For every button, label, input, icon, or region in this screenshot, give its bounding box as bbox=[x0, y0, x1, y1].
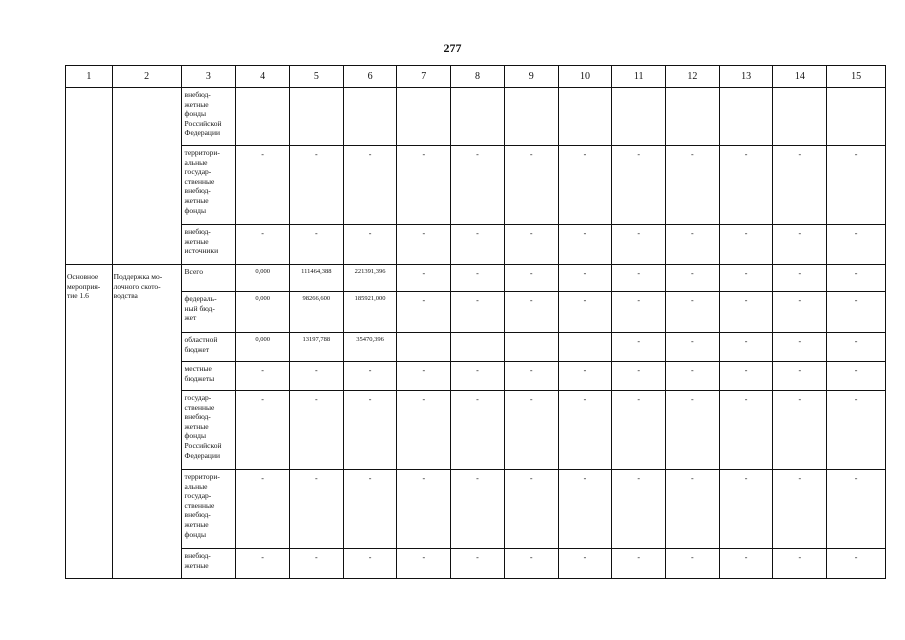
table-cell: - bbox=[343, 470, 397, 549]
table-cell: - bbox=[719, 391, 773, 470]
column-header: 6 bbox=[343, 66, 397, 88]
budget-table bbox=[65, 65, 886, 579]
funding-source: внебюд- жетные источники bbox=[181, 225, 236, 265]
table-cell: 13197,788 bbox=[289, 333, 343, 362]
table-cell: - bbox=[827, 225, 886, 265]
table-cell: - bbox=[827, 362, 886, 391]
column-header: 13 bbox=[719, 66, 773, 88]
page-number: 277 bbox=[443, 41, 462, 55]
table-cell: - bbox=[451, 146, 505, 225]
table-row bbox=[66, 225, 886, 265]
table-body bbox=[66, 66, 886, 579]
table-cell: - bbox=[397, 470, 451, 549]
table-cell: - bbox=[558, 362, 612, 391]
activity-name: Поддержка мо- лочного ското- водства bbox=[112, 265, 181, 579]
table-cell: - bbox=[397, 549, 451, 579]
table-cell: - bbox=[773, 265, 827, 292]
table-cell: - bbox=[558, 265, 612, 292]
table-cell: - bbox=[612, 362, 666, 391]
table-cell bbox=[451, 333, 505, 362]
column-header: 4 bbox=[236, 66, 290, 88]
table-cell: - bbox=[666, 470, 720, 549]
activity-code-cell bbox=[66, 88, 113, 265]
table-cell: - bbox=[719, 146, 773, 225]
table-cell: - bbox=[666, 362, 720, 391]
column-header: 1 bbox=[66, 66, 113, 88]
table-cell bbox=[558, 88, 612, 146]
table-cell: - bbox=[451, 225, 505, 265]
table-cell: - bbox=[504, 391, 558, 470]
table-cell: - bbox=[719, 470, 773, 549]
column-header: 5 bbox=[289, 66, 343, 88]
table-cell: - bbox=[451, 549, 505, 579]
table-cell: - bbox=[773, 470, 827, 549]
table-cell: - bbox=[827, 265, 886, 292]
table-cell bbox=[719, 88, 773, 146]
table-cell bbox=[451, 88, 505, 146]
column-header: 7 bbox=[397, 66, 451, 88]
table-cell: 35470,396 bbox=[343, 333, 397, 362]
table-cell: - bbox=[397, 146, 451, 225]
table-cell: - bbox=[289, 225, 343, 265]
table-row bbox=[66, 470, 886, 549]
table-cell: - bbox=[827, 292, 886, 333]
table-cell bbox=[397, 88, 451, 146]
table-cell: - bbox=[612, 549, 666, 579]
table-cell: - bbox=[719, 362, 773, 391]
table-cell: - bbox=[236, 549, 290, 579]
table-cell bbox=[666, 88, 720, 146]
table-cell: - bbox=[666, 549, 720, 579]
table-cell: - bbox=[612, 146, 666, 225]
table-cell: - bbox=[236, 362, 290, 391]
table-cell bbox=[289, 88, 343, 146]
header-row bbox=[66, 66, 886, 88]
column-header: 9 bbox=[504, 66, 558, 88]
table-row bbox=[66, 391, 886, 470]
table-cell: - bbox=[827, 146, 886, 225]
table-cell: - bbox=[343, 391, 397, 470]
table-cell: - bbox=[504, 549, 558, 579]
table-cell: - bbox=[451, 292, 505, 333]
table-cell: - bbox=[666, 146, 720, 225]
table-cell: - bbox=[773, 292, 827, 333]
table-cell: - bbox=[558, 470, 612, 549]
funding-source: местные бюджеты bbox=[181, 362, 236, 391]
table-cell: 111464,388 bbox=[289, 265, 343, 292]
table-cell bbox=[504, 333, 558, 362]
table-cell: - bbox=[827, 549, 886, 579]
table-cell: - bbox=[451, 362, 505, 391]
table-cell: - bbox=[666, 265, 720, 292]
table-cell: - bbox=[773, 391, 827, 470]
table-cell: - bbox=[451, 265, 505, 292]
table-cell: 0,000 bbox=[236, 292, 290, 333]
table-cell: - bbox=[504, 225, 558, 265]
table-cell: - bbox=[343, 146, 397, 225]
table-row bbox=[66, 333, 886, 362]
table-cell: - bbox=[666, 391, 720, 470]
table-row bbox=[66, 265, 886, 292]
funding-source: федераль- ный бюд- жет bbox=[181, 292, 236, 333]
table-cell: - bbox=[504, 292, 558, 333]
table-cell bbox=[236, 88, 290, 146]
table-cell: - bbox=[612, 265, 666, 292]
funding-source: государ- ственные внебюд- жетные фонды Российской Федерации bbox=[181, 391, 236, 470]
table-cell: - bbox=[397, 362, 451, 391]
table-cell: - bbox=[236, 225, 290, 265]
table-cell: - bbox=[558, 146, 612, 225]
table-cell: - bbox=[612, 225, 666, 265]
table-cell: 0,000 bbox=[236, 265, 290, 292]
table-cell: - bbox=[343, 225, 397, 265]
table-cell: - bbox=[612, 470, 666, 549]
column-header: 14 bbox=[773, 66, 827, 88]
table-cell: - bbox=[773, 549, 827, 579]
table-cell: - bbox=[666, 333, 720, 362]
table-cell: - bbox=[397, 391, 451, 470]
table-cell: - bbox=[504, 265, 558, 292]
funding-source: территори- альные государ- ственные внебюд- жетные фонды bbox=[181, 470, 236, 549]
column-header: 2 bbox=[112, 66, 181, 88]
funding-source: Всего bbox=[181, 265, 236, 292]
table-cell: - bbox=[236, 146, 290, 225]
table-cell bbox=[612, 88, 666, 146]
table-cell: - bbox=[289, 549, 343, 579]
table-cell: - bbox=[236, 470, 290, 549]
table-cell: - bbox=[612, 292, 666, 333]
table-cell: - bbox=[504, 470, 558, 549]
table-row bbox=[66, 146, 886, 225]
column-header: 10 bbox=[558, 66, 612, 88]
table-cell: - bbox=[343, 362, 397, 391]
column-header: 3 bbox=[181, 66, 236, 88]
funding-source: внебюд- жетные bbox=[181, 549, 236, 579]
table-cell: - bbox=[504, 146, 558, 225]
table-cell: - bbox=[719, 549, 773, 579]
funding-source: внебюд- жетные фонды Российской Федерации bbox=[181, 88, 236, 146]
activity-code: Основное мероприя- тие 1.6 bbox=[66, 265, 113, 579]
table-cell: - bbox=[397, 292, 451, 333]
activity-name-cell bbox=[112, 88, 181, 265]
column-header: 15 bbox=[827, 66, 886, 88]
table-cell: 0,000 bbox=[236, 333, 290, 362]
table-cell bbox=[773, 88, 827, 146]
table-cell: - bbox=[773, 333, 827, 362]
column-header: 8 bbox=[451, 66, 505, 88]
table-cell: - bbox=[773, 225, 827, 265]
table-cell: - bbox=[773, 146, 827, 225]
table-cell: 221391,396 bbox=[343, 265, 397, 292]
table-cell: - bbox=[719, 333, 773, 362]
table-cell: - bbox=[558, 225, 612, 265]
table-row bbox=[66, 88, 886, 146]
table-cell: - bbox=[289, 470, 343, 549]
table-row bbox=[66, 549, 886, 579]
table-cell: - bbox=[773, 362, 827, 391]
table-cell: - bbox=[827, 470, 886, 549]
table-cell bbox=[343, 88, 397, 146]
table-cell bbox=[558, 333, 612, 362]
column-header: 12 bbox=[666, 66, 720, 88]
table-cell: - bbox=[289, 146, 343, 225]
table-cell: - bbox=[289, 391, 343, 470]
table-cell bbox=[504, 88, 558, 146]
table-cell bbox=[827, 88, 886, 146]
column-header: 11 bbox=[612, 66, 666, 88]
table-row bbox=[66, 292, 886, 333]
table-cell: - bbox=[397, 225, 451, 265]
table-cell: - bbox=[343, 549, 397, 579]
table-cell bbox=[397, 333, 451, 362]
funding-source: территори- альные государ- ственные внебюд- жетные фонды bbox=[181, 146, 236, 225]
table-cell: 185921,000 bbox=[343, 292, 397, 333]
table-row bbox=[66, 362, 886, 391]
table-cell: - bbox=[558, 549, 612, 579]
table-cell: - bbox=[558, 391, 612, 470]
table-cell: - bbox=[289, 362, 343, 391]
table-cell: - bbox=[504, 362, 558, 391]
table-cell: 98266,600 bbox=[289, 292, 343, 333]
table-cell: - bbox=[719, 225, 773, 265]
table-cell: - bbox=[612, 391, 666, 470]
table-cell: - bbox=[451, 470, 505, 549]
table-cell: - bbox=[666, 292, 720, 333]
table-cell: - bbox=[827, 391, 886, 470]
table-cell: - bbox=[827, 333, 886, 362]
table-cell: - bbox=[451, 391, 505, 470]
funding-source: областной бюджет bbox=[181, 333, 236, 362]
table-cell: - bbox=[397, 265, 451, 292]
table-cell: - bbox=[236, 391, 290, 470]
table-cell: - bbox=[612, 333, 666, 362]
table-cell: - bbox=[719, 292, 773, 333]
table-cell: - bbox=[558, 292, 612, 333]
table-cell: - bbox=[666, 225, 720, 265]
table-cell: - bbox=[719, 265, 773, 292]
